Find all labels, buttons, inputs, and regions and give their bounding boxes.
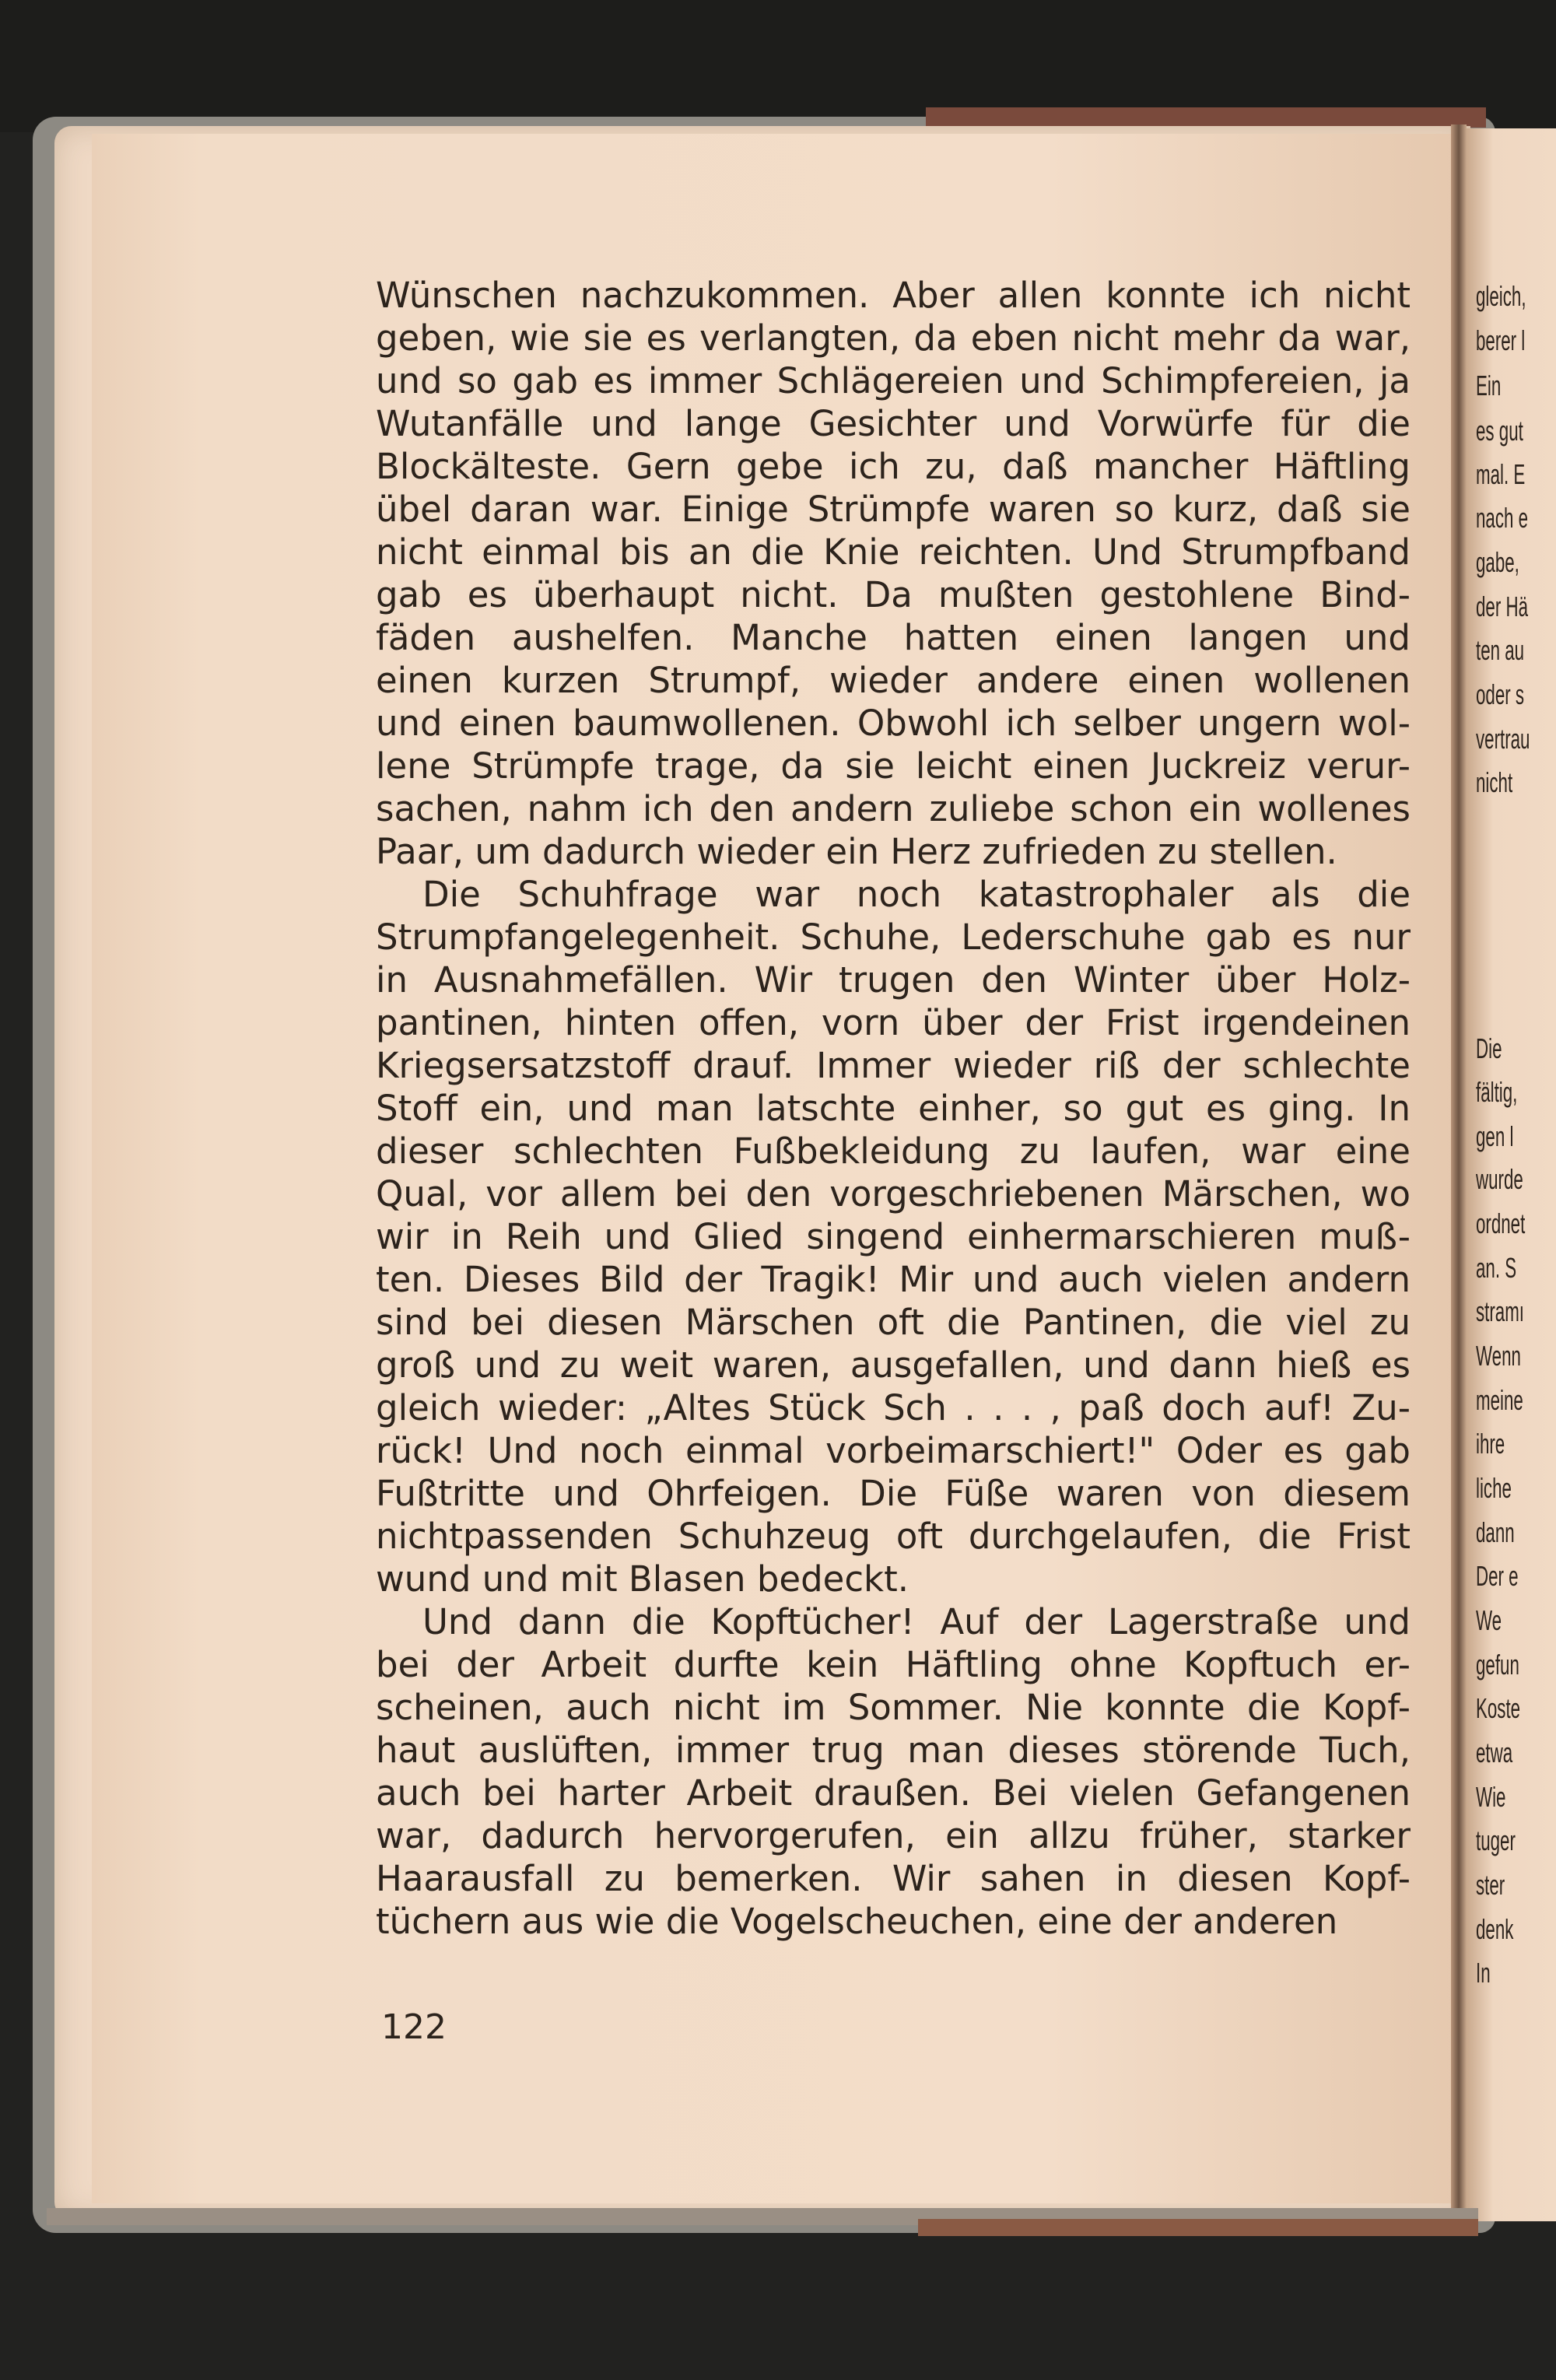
right-page-fragment: tuger <box>1476 1824 1516 1856</box>
right-page-fragment: mal. E <box>1476 458 1526 490</box>
text-line: Stoff ein, und man latschte einher, so gut es ging. In <box>376 1088 1411 1129</box>
right-page-fragment: Koste <box>1476 1692 1521 1724</box>
right-page-fragment: dann <box>1476 1516 1515 1548</box>
right-page-fragment: Die <box>1476 1032 1502 1064</box>
text-line: bei der Arbeit durfte kein Häftling ohne Kopftuch er- <box>376 1644 1411 1685</box>
right-page-fragment: ster <box>1476 1869 1505 1901</box>
text-line: wund und mit Blasen bedeckt. <box>376 1558 909 1600</box>
right-page-fragment: gen l <box>1476 1120 1514 1152</box>
book-spine-strip <box>926 107 1486 128</box>
right-page-fragment: der Hä <box>1476 591 1528 622</box>
text-line: rück! Und noch einmal vorbeimarschiert!" Oder es gab <box>376 1430 1411 1471</box>
right-page-fragment: Ein <box>1476 370 1502 401</box>
text-line: tüchern aus wie die Vogelscheuchen, eine der anderen <box>376 1901 1338 1942</box>
right-page-fragment: es gut <box>1476 415 1523 447</box>
text-line: Wutanfälle und lange Gesichter und Vorwürfe für die <box>376 403 1411 444</box>
text-line: und so gab es immer Schlägereien und Schimpfereien, ja <box>376 360 1411 401</box>
right-page-fragment: an. S <box>1476 1252 1517 1284</box>
book-gutter <box>1451 124 1467 2210</box>
text-line: Und dann die Kopftücher! Auf der Lagerstraße und <box>422 1601 1411 1642</box>
right-page-fragment: liche <box>1476 1472 1512 1504</box>
right-page-fragment: etwa <box>1476 1737 1513 1768</box>
text-line: fäden aushelfen. Manche hatten einen langen und <box>376 617 1411 658</box>
text-line: pantinen, hinten offen, vorn über der Frist irgendeinen <box>376 1002 1411 1043</box>
text-line: in Ausnahmefällen. Wir trugen den Winter über Holz- <box>376 959 1411 1001</box>
right-page-fragment: nach e <box>1476 502 1529 534</box>
right-page-fragment: stramı <box>1476 1295 1525 1327</box>
text-line: Kriegsersatzstoff drauf. Immer wieder riß der schlechte <box>376 1045 1411 1086</box>
right-page-fragment: denk <box>1476 1913 1514 1945</box>
text-line: ten. Dieses Bild der Tragik! Mir und auch vielen andern <box>376 1259 1411 1300</box>
right-page-fragment: vertrau <box>1476 723 1530 755</box>
right-page-fragment: fältig, <box>1476 1076 1518 1108</box>
right-page-fragment: meine <box>1476 1384 1523 1416</box>
text-line: haut auslüften, immer trug man dieses störende Tuch, <box>376 1730 1411 1771</box>
right-page-fragment: gabe, <box>1476 546 1519 578</box>
text-line: dieser schlechten Fußbekleidung zu laufen, war eine <box>376 1130 1411 1172</box>
right-page-fragment: ordnet <box>1476 1208 1526 1239</box>
text-line: war, dadurch hervorgerufen, ein allzu früher, starker <box>376 1815 1411 1856</box>
page-number: 122 <box>381 2007 447 2047</box>
text-line: Paar, um dadurch wieder ein Herz zufrieden zu stellen. <box>376 831 1337 872</box>
right-page-fragment: nicht <box>1476 766 1513 798</box>
text-line: sind bei diesen Märschen oft die Pantinen, die viel zu <box>376 1302 1411 1343</box>
text-line: gab es überhaupt nicht. Da mußten gestohlene Bind- <box>376 574 1411 615</box>
text-line: einen kurzen Strumpf, wieder andere einen wollenen <box>376 660 1411 701</box>
text-line: wir in Reih und Glied singend einhermarschieren muß- <box>376 1216 1411 1257</box>
right-page-fragment: gefun <box>1476 1649 1519 1681</box>
text-line: geben, wie sie es verlangten, da eben nicht mehr da war, <box>376 317 1411 359</box>
right-page-fragment: gleich, <box>1476 280 1526 312</box>
right-page-fragment: wurde <box>1476 1163 1523 1195</box>
text-line: Qual, vor allem bei den vorgeschriebenen Märschen, wo <box>376 1173 1411 1215</box>
text-line: und einen baumwollenen. Obwohl ich selber ungern wol- <box>376 703 1411 744</box>
text-line: lene Strümpfe trage, da sie leicht einen Juckreiz verur- <box>376 745 1411 787</box>
right-page <box>1467 128 1556 2221</box>
text-line: Blockälteste. Gern gebe ich zu, daß mancher Häftling <box>376 446 1411 487</box>
right-page-fragment: ihre <box>1476 1428 1505 1460</box>
book-bottom-strip <box>918 2219 1478 2236</box>
text-line: nicht einmal bis an die Knie reichten. Und Strumpfband <box>376 531 1411 573</box>
text-line: groß und zu weit waren, ausgefallen, und dann hieß es <box>376 1344 1411 1386</box>
text-line: Wünschen nachzukommen. Aber allen konnte ich nicht <box>376 275 1411 316</box>
right-page-fragment: berer l <box>1476 324 1526 356</box>
text-line: sachen, nahm ich den andern zuliebe schon ein wollenes <box>376 788 1411 829</box>
right-page-fragment: Wie <box>1476 1781 1506 1813</box>
text-line: Haarausfall zu bemerken. Wir sahen in diesen Kopf- <box>376 1858 1411 1899</box>
page-text <box>376 274 1411 1943</box>
text-line: Die Schuhfrage war noch katastrophaler als die <box>422 874 1411 915</box>
text-line: nichtpassenden Schuhzeug oft durchgelaufen, die Frist <box>376 1516 1411 1557</box>
right-page-fragment: We <box>1476 1604 1502 1636</box>
right-page-fragment: In <box>1476 1957 1491 1989</box>
text-line: auch bei harter Arbeit draußen. Bei vielen Gefangenen <box>376 1772 1411 1814</box>
right-page-fragment: Wenn <box>1476 1340 1521 1372</box>
text-line: Fußtritte und Ohrfeigen. Die Füße waren von diesem <box>376 1473 1411 1514</box>
right-page-fragment: ten au <box>1476 634 1525 666</box>
text-line: gleich wieder: „Altes Stück Sch . . . , paß doch auf! Zu- <box>376 1387 1411 1428</box>
text-line: scheinen, auch nicht im Sommer. Nie konnte die Kopf- <box>376 1687 1411 1728</box>
text-line: übel daran war. Einige Strümpfe waren so kurz, daß sie <box>376 489 1411 530</box>
right-page-fragment: oder s <box>1476 678 1525 710</box>
text-line: Strumpfangelegenheit. Schuhe, Lederschuhe gab es nur <box>376 917 1411 958</box>
right-page-fragment: Der e <box>1476 1560 1519 1592</box>
